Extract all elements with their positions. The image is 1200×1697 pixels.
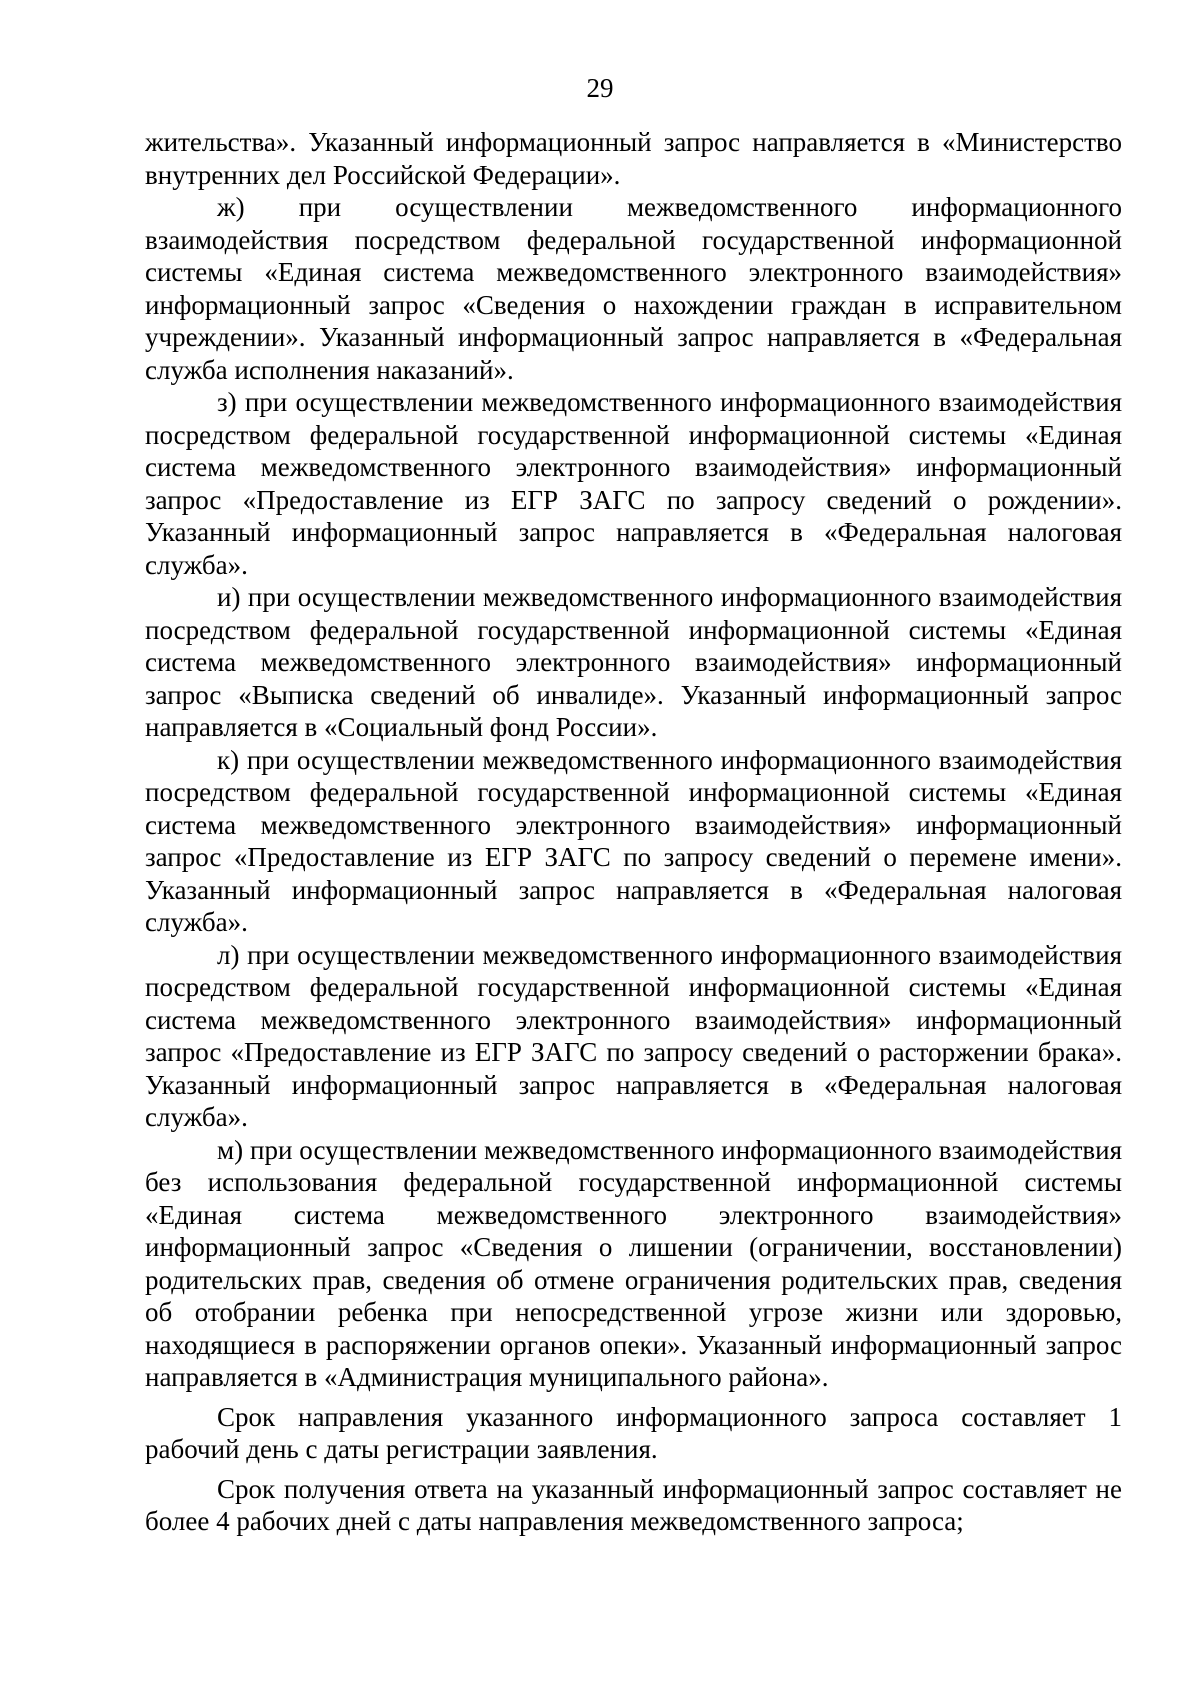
paragraph-response-deadline: Срок получения ответа на указанный информационный запрос составляет не более 4 рабочих дней с даты направления межведомственного запроса;: [145, 1473, 1122, 1536]
document-body: [145, 126, 1122, 1538]
paragraph-item-i: и) при осуществлении межведомственного информационного взаимодействия посредством федеральной государственной информационной системы «Единая система межведомственного электронного взаимодействия» информационный запрос «Выписка сведений об инвалиде». Указанный информационный запрос направляется в «Социальный фонд России».: [145, 582, 1122, 742]
paragraph-item-z: з) при осуществлении межведомственного информационного взаимодействия посредством федеральной государственной информационной системы «Единая система межведомственного электронного взаимодействия» информационный запрос «Предоставление из ЕГР ЗАГС по запросу сведений о рождении». Указанный информационный запрос направляется в «Федеральная налоговая служба».: [145, 387, 1122, 580]
paragraph-item-k: к) при осуществлении межведомственного информационного взаимодействия посредством федеральной государственной информационной системы «Единая система межведомственного электронного взаимодействия» информационный запрос «Предоставление из ЕГР ЗАГС по запросу сведений о перемене имени». Указанный информационный запрос направляется в «Федеральная налоговая служба».: [145, 744, 1122, 937]
paragraph-item-l: л) при осуществлении межведомственного информационного взаимодействия посредством федеральной государственной информационной системы «Единая система межведомственного электронного взаимодействия» информационный запрос «Предоставление из ЕГР ЗАГС по запросу сведений о расторжении брака». Указанный информационный запрос направляется в «Федеральная налоговая служба».: [145, 939, 1122, 1132]
paragraph-item-m: м) при осуществлении межведомственного информационного взаимодействия без использования федеральной государственной информационной системы «Единая система межведомственного электронного взаимодействия» информационный запрос «Сведения о лишении (ограничении, восстановлении) родительских прав, сведения об отмене ограничения родительских прав, сведения об отобрании ребенка при непосредственной угрозе жизни или здоровью, находящиеся в распоряжении органов опеки». Указанный информационный запрос направляется в «Администрация муниципального района».: [145, 1134, 1122, 1392]
paragraph-request-deadline: Срок направления указанного информационного запроса составляет 1 рабочий день с даты регистрации заявления.: [145, 1401, 1122, 1464]
paragraph-continuation: жительства». Указанный информационный запрос направляется в «Министерство внутренних дел Российской Федерации».: [145, 127, 1122, 190]
paragraph-item-zh: ж) при осуществлении межведомственного информационного взаимодействия посредством федеральной государственной информационной системы «Единая система межведомственного электронного взаимодействия» информационный запрос «Сведения о нахождении граждан в исправительном учреждении». Указанный информационный запрос направляется в «Федеральная служба исполнения наказаний».: [145, 192, 1122, 385]
page-number: 29: [586, 73, 614, 103]
